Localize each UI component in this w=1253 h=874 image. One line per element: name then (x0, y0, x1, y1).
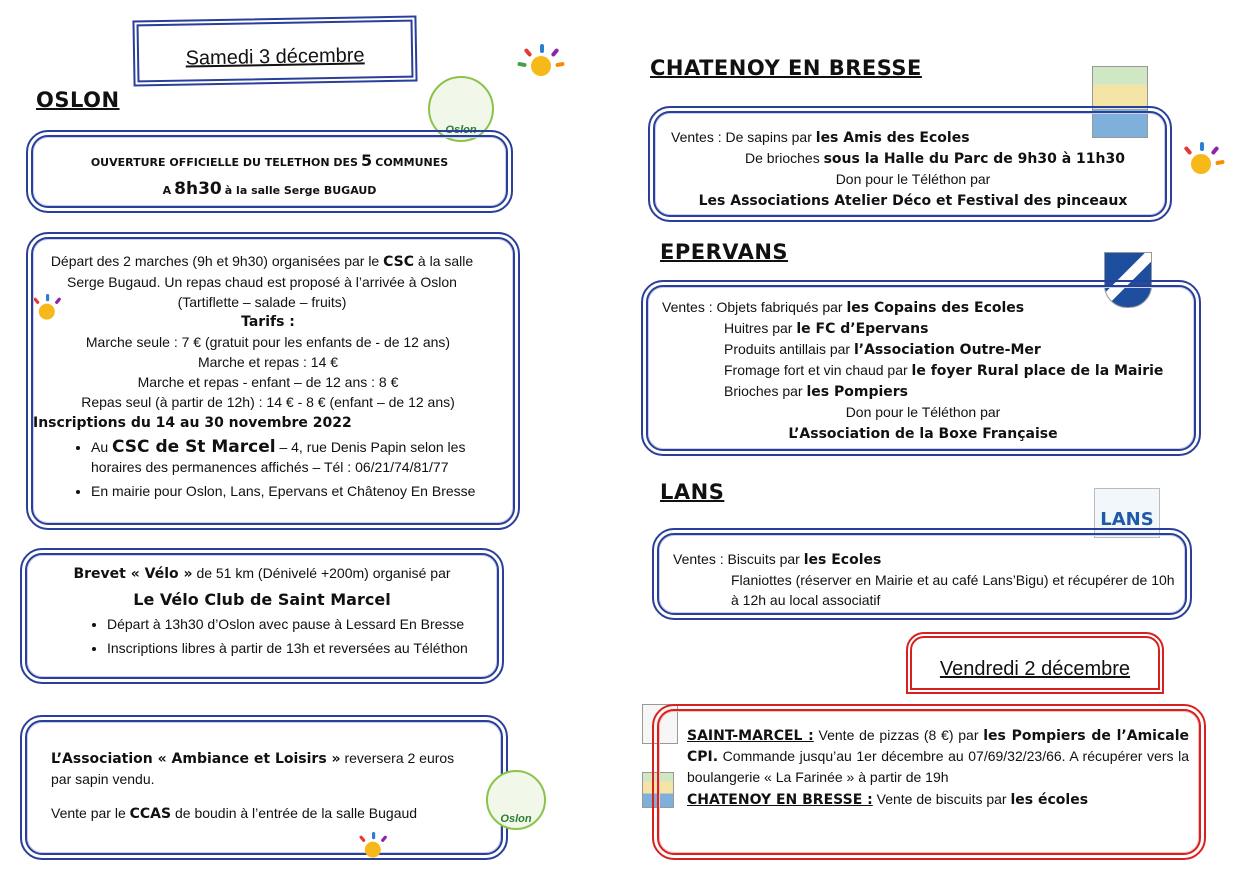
epervans-l2: Huitres par le FC d’Epervans (724, 320, 929, 337)
inscriptions-title: Inscriptions du 14 au 30 novembre 2022 (33, 415, 352, 431)
oslon-logo-text: Oslon (445, 124, 477, 136)
heading-oslon: OSLON (36, 88, 120, 112)
lans-logo-text: LANS (1100, 509, 1154, 530)
epervans-l5: Brioches par les Pompiers (724, 383, 909, 400)
oslon-logo-icon (486, 770, 546, 830)
tarif-line: Marche et repas - enfant – de 12 ans : 8 € (137, 374, 399, 390)
date-samedi-label: Samedi 3 décembre (185, 44, 365, 70)
saint-marcel-text: SAINT-MARCEL : Vente de pizzas (8 €) par les Pompiers de l’Amicale CPI. Commande jusqu’au 1er décembre au 07/69/32/23/66. A récupérer vers la boulangerie « La Farinée » à partir de 19h (687, 727, 1190, 785)
tarifs-title: Tarifs : (241, 314, 295, 330)
chatenoy-l2: De brioches sous la Halle du Parc de 9h30 à 11h30 (745, 150, 1125, 167)
epervans-l4: Fromage fort et vin chaud par le foyer Rural place de la Mairie (724, 362, 1164, 379)
chatenoy-l4: Les Associations Atelier Déco et Festival des pinceaux (698, 193, 1128, 209)
box-marches (26, 232, 520, 530)
lans-l1: Ventes : Biscuits par les Ecoles (673, 551, 882, 568)
epervans-l7: L’Association de la Boxe Française (788, 426, 1058, 442)
box-velo (20, 548, 504, 684)
epervans-l1: Ventes : Objets fabriqués par les Copains des Ecoles (662, 299, 1025, 316)
velo-list (27, 614, 497, 658)
chatenoy-vendredi-text: CHATENOY EN BRESSE : Vente de biscuits par les écoles (687, 791, 1089, 808)
ambiance-p1: L’Association « Ambiance et Loisirs » reversera 2 euros par sapin vendu. (51, 750, 455, 787)
tarif-line: Repas seul (à partir de 12h) : 14 € - 8 € (enfant – de 12 ans) (81, 394, 455, 410)
velo-line1: Brevet « Vélo » de 51 km (Dénivelé +200m) organisé par (73, 565, 451, 582)
list-item: • Au CSC de St Marcel – 4, rue Denis Papin selon les horaires des permanences affichés – Tél : 06/21/74/81/77 (91, 437, 503, 477)
sun-flower-icon (356, 832, 388, 864)
velo-club: Le Vélo Club de Saint Marcel (133, 590, 391, 609)
date-samedi (132, 16, 417, 87)
lans-l2: Flaniottes (réserver en Mairie et au café Lans’Bigu) et récupérer de 10h à 12h au local associatif (731, 572, 1175, 608)
sun-flower-icon (1180, 142, 1220, 182)
list-item: • Inscriptions libres à partir de 13h et reversées au Téléthon (107, 638, 477, 658)
sun-flower-icon (520, 44, 560, 84)
epervans-l6: Don pour le Téléthon par (845, 404, 1001, 420)
heading-lans: LANS (660, 480, 725, 504)
ouverture-line1: OUVERTURE OFFICIELLE DU TELETHON DES 5 COMMUNES (90, 151, 449, 170)
box-epervans (641, 280, 1201, 456)
tarif-line: Marche et repas : 14 € (197, 354, 339, 370)
ambiance-p2: Vente par le CCAS de boudin à l’entrée de la salle Bugaud (51, 805, 418, 822)
heading-epervans: EPERVANS (660, 240, 789, 264)
box-vendredi (652, 704, 1206, 860)
tarif-line: Marche seule : 7 € (gratuit pour les enfants de - de 12 ans) (85, 334, 451, 350)
box-ouverture (26, 130, 513, 213)
chatenoy-l3: Don pour le Téléthon par (835, 171, 991, 187)
epervans-l3: Produits antillais par l’Association Outre-Mer (724, 341, 1041, 358)
box-ambiance (20, 715, 508, 860)
heading-chatenoy: CHATENOY EN BRESSE (650, 56, 922, 80)
oslon-logo-text: Oslon (500, 813, 532, 825)
list-item: • En mairie pour Oslon, Lans, Epervans et Châtenoy En Bresse (91, 481, 503, 501)
ouverture-line2: A 8h30 à la salle Serge BUGAUD (162, 179, 377, 199)
chatenoy-l1: Ventes : De sapins par les Amis des Ecoles (671, 129, 970, 146)
box-chatenoy (648, 106, 1172, 222)
date-vendredi (906, 632, 1164, 694)
box-lans (652, 528, 1192, 620)
inscriptions-list (33, 437, 503, 501)
date-vendredi-label: Vendredi 2 décembre (939, 658, 1131, 680)
list-item: • Départ à 13h30 d’Oslon avec pause à Lessard En Bresse (107, 614, 477, 634)
marches-intro: Départ des 2 marches (9h et 9h30) organisées par le CSC à la salle Serge Bugaud. Un repas chaud est proposé à l’arrivée à Oslon (Tartiflette – salade – fruits) (50, 253, 474, 310)
